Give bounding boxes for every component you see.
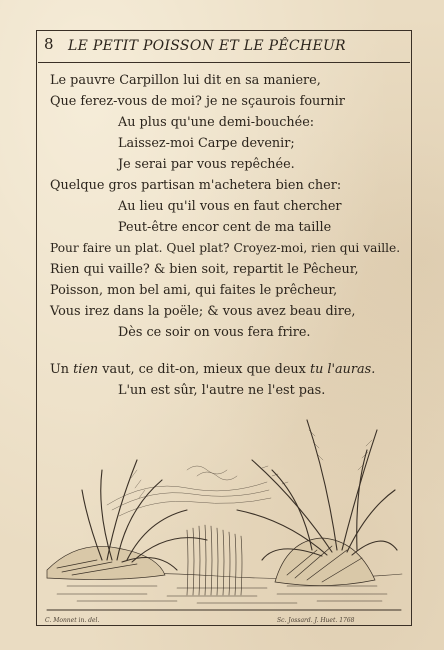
verse-line: Vous irez dans la poële; & vous avez beau dire, [50,304,356,319]
title-rule [38,62,410,63]
verse-line: Je serai par vous repêchée. [118,157,295,172]
moral-line-1 [50,361,375,378]
verse-line: Dès ce soir on vous fera frire. [118,325,311,340]
verse-line: Au lieu qu'il vous en faut chercher [118,199,342,214]
moral-text: vaut, ce dit-on, mieux que deux [98,362,310,377]
verse-line: Pour faire un plat. Quel plat? Croyez-moi, rien qui vaille. [50,241,401,255]
moral-text: Un [50,362,74,377]
verse-line: Peut-être encor cent de ma taille [118,220,332,235]
page-number: 8 [44,35,54,53]
right-rock [275,538,375,586]
moral-line-2: L'un est sûr, l'autre ne l'est pas. [118,383,326,398]
moral-emphasis: tien [73,362,99,377]
page-title: LE PETIT POISSON ET LE PÊCHEUR [68,38,346,54]
verse-line: Le pauvre Carpillon lui dit en sa maniere, [50,73,321,88]
engraving-illustration [37,410,411,625]
verse-line: Que ferez-vous de moi? je ne sçaurois fournir [50,94,345,109]
leaf-hatching [131,430,372,498]
moral-emphasis: tu l'auras. [309,362,376,377]
engraver-signature: Sc. Jossard. J. Huet. 1768 [277,617,355,624]
verse-line: Quelque gros partisan m'achetera bien cher: [50,178,342,193]
verse-line: Laissez-moi Carpe devenir; [118,136,295,151]
waterfall [187,525,242,595]
verse-line: Rien qui vaille? & bien soit, repartit le Pêcheur, [50,262,359,277]
left-rock [47,546,165,579]
artist-signature: C. Monnet in. del. [45,617,100,624]
verse-line: Au plus qu'une demi-bouchée: [118,115,315,130]
verse-line: Poisson, mon bel ami, qui faites le prêcheur, [50,283,338,298]
